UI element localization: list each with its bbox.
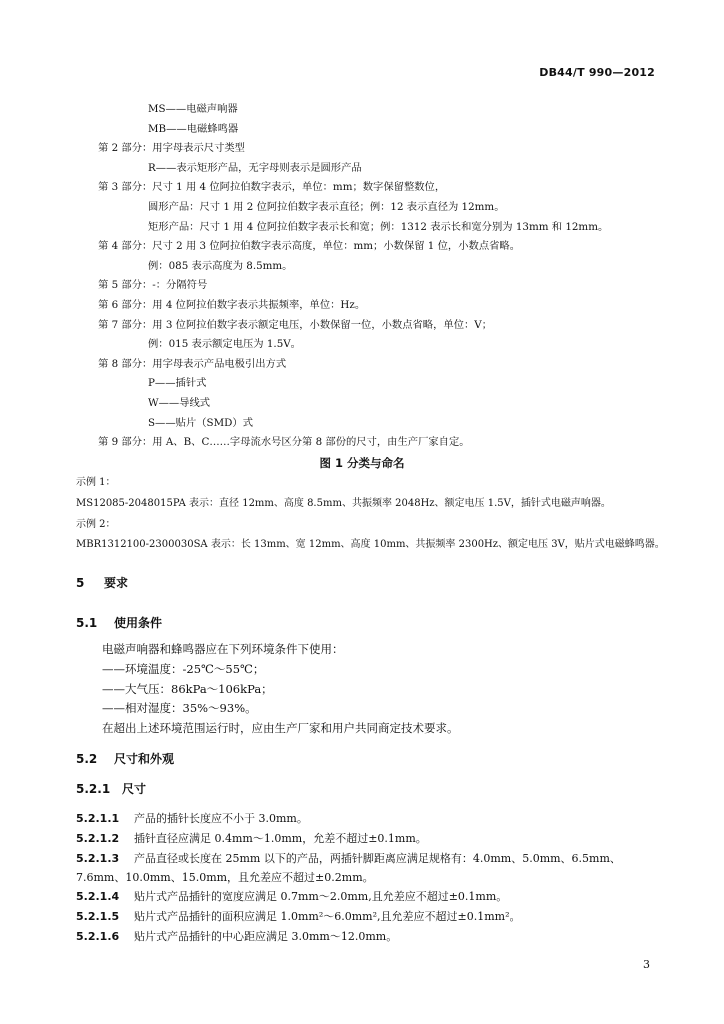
figure-legend-line: MB——电磁蜂鸣器	[148, 122, 239, 135]
example-1-label: 示例 1：	[76, 477, 116, 488]
figure-legend-line: S——贴片（SMD）式	[148, 416, 253, 429]
clause-5-2-1-3	[76, 850, 621, 866]
figure-legend-line: 矩形产品：尺寸 1 用 4 位阿拉伯数字表示长和宽；例：1312 表示长和宽分别为 13mm 和 12mm。	[148, 220, 609, 233]
clause-number: 5.2.1.1	[76, 812, 120, 825]
example-2-text: MBR1312100-2300030SA 表示：长 13mm、宽 12mm、高度 10mm、共振频率 2300Hz、额定电压 3V，贴片式电磁蜂鸣器。	[76, 539, 665, 550]
clause-number: 5.2.1.4	[76, 890, 120, 903]
figure-legend-line: 第 6 部分：用 4 位阿拉伯数字表示共振频率，单位：Hz。	[98, 299, 366, 311]
clause-number: 5.2.1.2	[76, 832, 120, 845]
figure-legend-line: 例：085 表示高度为 8.5mm。	[148, 259, 293, 272]
conditions-note: 在超出上述环境范围运行时，应由生产厂家和用户共同商定技术要求。	[102, 721, 459, 735]
clause-5-2-1-3-continued: 7.6mm、10.0mm、15.0mm，且允差应不超过±0.2mm。	[76, 871, 374, 884]
section-number: 5.2	[76, 752, 98, 766]
example-2-label: 示例 2：	[76, 519, 116, 530]
section-5-heading	[76, 574, 128, 591]
section-5-2-heading	[76, 750, 174, 767]
clause-5-2-1-2	[76, 830, 427, 846]
clause-text: 贴片式产品插针的宽度应满足 0.7mm～2.0mm,且允差应不超过±0.1mm。	[134, 890, 508, 903]
clause-5-2-1-4	[76, 888, 507, 904]
section-title: 尺寸和外观	[114, 752, 175, 766]
condition-temperature: ——环境温度：-25℃～55℃；	[102, 662, 265, 676]
clause-text: 产品直径或长度在 25mm 以下的产品，两插针脚距离应满足规格有：4.0mm、5.0mm、6.5mm、	[134, 852, 621, 865]
document-code: DB44/T 990—2012	[539, 66, 655, 79]
condition-pressure: ——大气压：86kPa～106kPa；	[102, 682, 273, 696]
figure-legend-line: MS——电磁声响器	[148, 103, 238, 115]
figure-legend-line: W——导线式	[148, 397, 211, 409]
conditions-intro: 电磁声响器和蜂鸣器应在下列环境条件下使用：	[102, 642, 344, 656]
section-title: 使用条件	[114, 616, 163, 630]
figure-legend-line: 第 5 部分：-：分隔符号	[98, 279, 208, 292]
condition-humidity: ——相对湿度：35%～93%。	[102, 701, 257, 715]
figure-legend-line: 第 8 部分：用字母表示产品电极引出方式	[98, 357, 287, 370]
figure-legend-line: 第 7 部分：用 3 位阿拉伯数字表示额定电压，小数保留一位，小数点省略，单位：V；	[98, 318, 493, 331]
figure-legend-line: 第 3 部分：尺寸 1 用 4 位阿拉伯数字表示，单位：mm；数字保留整数位，	[98, 181, 446, 194]
section-title: 尺寸	[122, 782, 147, 796]
figure-legend-line: R——表示矩形产品，无字母则表示是圆形产品	[148, 161, 362, 174]
clause-number: 5.2.1.5	[76, 910, 120, 923]
clause-5-2-1-6	[76, 928, 397, 944]
section-title: 要求	[104, 576, 129, 590]
clause-number: 5.2.1.6	[76, 930, 120, 943]
figure-legend-line: P——插针式	[148, 377, 207, 390]
section-number: 5.1	[76, 616, 98, 630]
figure-caption: 图 1 分类与命名	[319, 456, 405, 470]
page-number: 3	[643, 958, 650, 971]
figure-legend-line: 例：015 表示额定电压为 1.5V。	[148, 338, 301, 351]
clause-text: 产品的插针长度应不小于 3.0mm。	[134, 812, 308, 825]
figure-legend-line: 圆形产品：尺寸 1 用 2 位阿拉伯数字表示直径；例：12 表示直径为 12mm。	[148, 201, 505, 213]
clause-text: 插针直径应满足 0.4mm～1.0mm，允差不超过±0.1mm。	[134, 832, 427, 845]
clause-number: 5.2.1.3	[76, 852, 120, 865]
clause-text: 贴片式产品插针的中心距应满足 3.0mm～12.0mm。	[134, 930, 398, 943]
clause-text: 贴片式产品插针的面积应满足 1.0mm²～6.0mm²,且允差应不超过±0.1mm²。	[134, 910, 521, 923]
example-1-text: MS12085-2048015PA 表示：直径 12mm、高度 8.5mm、共振频率 2048Hz、额定电压 1.5V，插针式电磁声响器。	[76, 498, 611, 509]
section-5-1-heading	[76, 614, 162, 631]
figure-legend-line: 第 9 部分：用 A、B、C……字母流水号区分第 8 部份的尺寸，由生产厂家自定。	[98, 436, 470, 449]
figure-legend-line: 第 4 部分：尺寸 2 用 3 位阿拉伯数字表示高度，单位：mm；小数保留 1 位，小数点省略。	[98, 240, 521, 253]
section-number: 5	[76, 576, 85, 590]
clause-5-2-1-5	[76, 908, 521, 924]
figure-legend-line: 第 2 部分：用字母表示尺寸类型	[98, 142, 245, 155]
section-5-2-1-heading	[76, 780, 146, 797]
section-number: 5.2.1	[76, 782, 111, 796]
clause-5-2-1-1	[76, 810, 308, 826]
